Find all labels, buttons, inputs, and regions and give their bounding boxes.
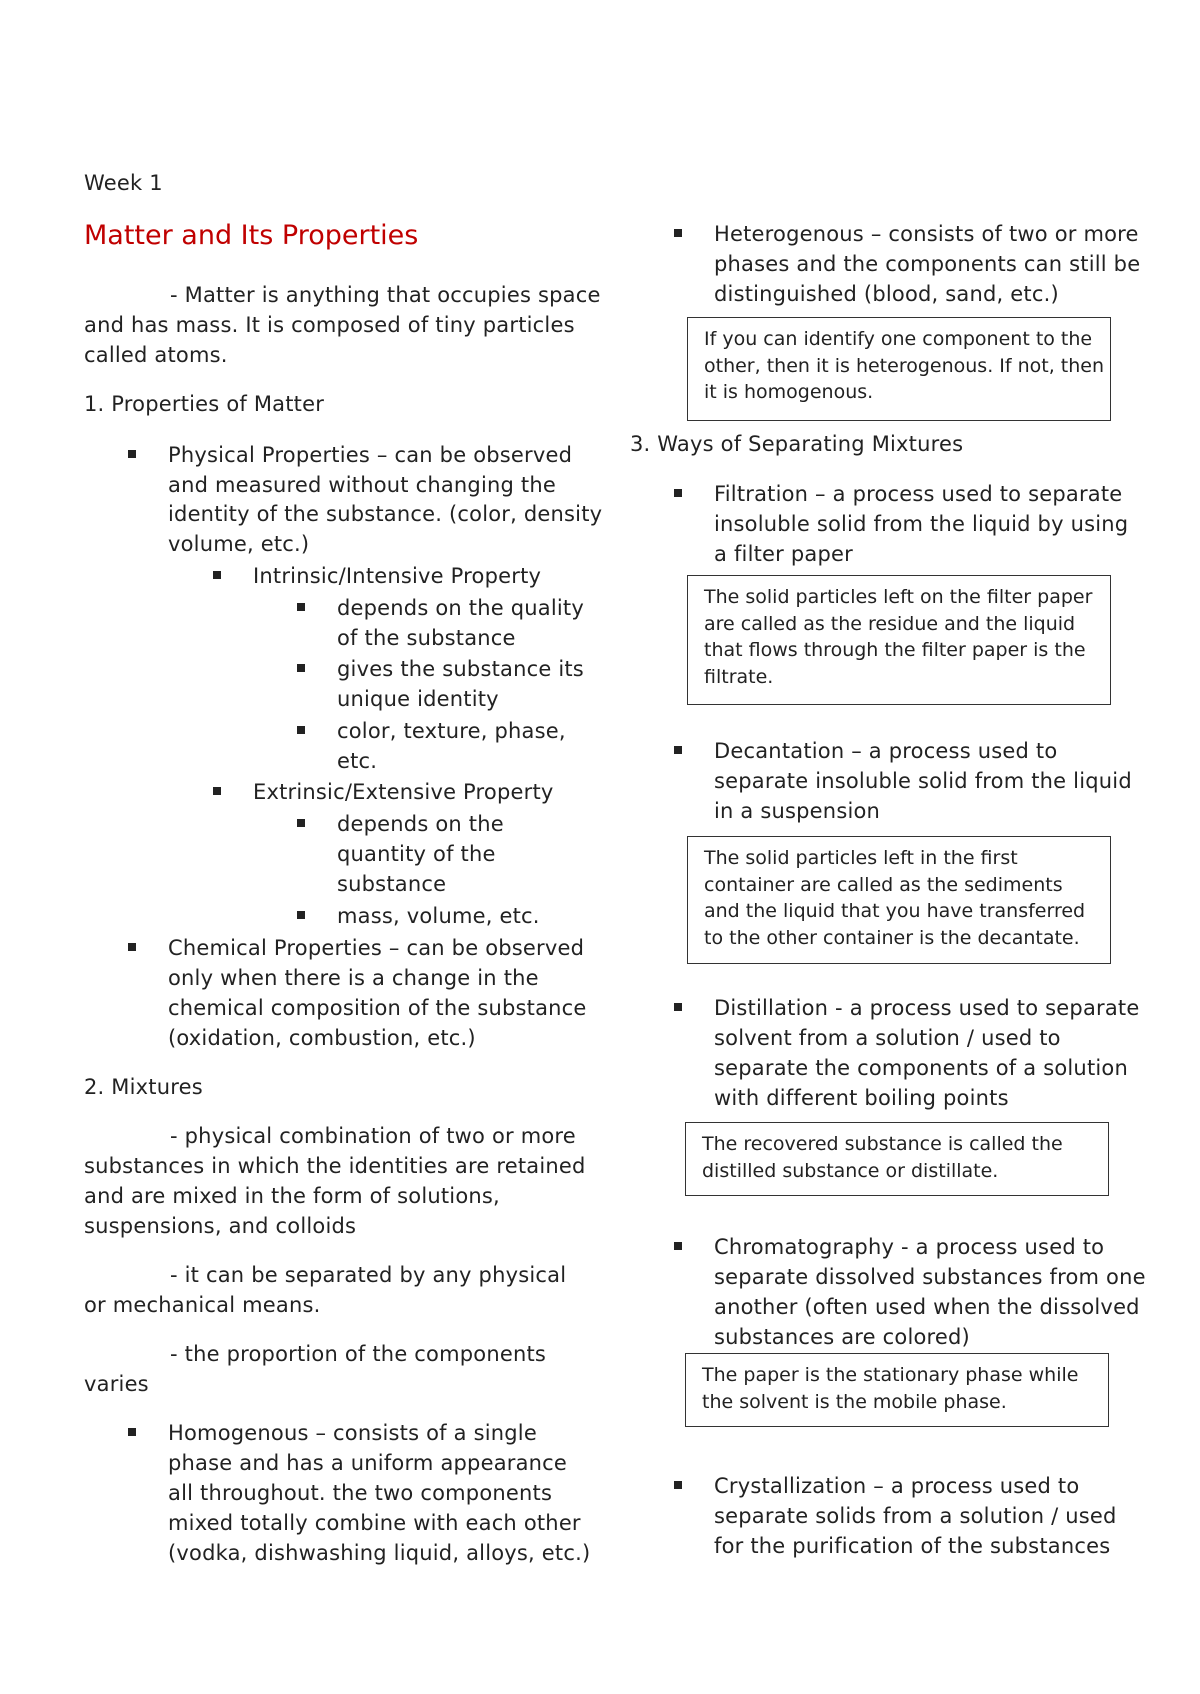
bullet (297, 603, 305, 611)
note-box-chromatography: The paper is the stationary phase while the solvent is the mobile phase. (685, 1353, 1109, 1427)
page-title: Matter and Its Properties (84, 220, 419, 251)
bullet (674, 1481, 682, 1489)
note-box-heterogenous: If you can identify one component to the other, then it is heterogenous. If not, then it is homogenous. (687, 317, 1111, 421)
bullet (128, 450, 136, 458)
bullet (297, 664, 305, 672)
week-label: Week 1 (84, 171, 163, 195)
bullet (128, 1428, 136, 1436)
bullet (213, 571, 221, 579)
note-box-decantation: The solid particles left in the first container are called as the sediments and the liquid that you have transferred to the other container is the decantate. (687, 836, 1111, 964)
bullet (297, 819, 305, 827)
bullet (128, 943, 136, 951)
section-heading-properties: 1. Properties of Matter (84, 392, 325, 416)
bullet (674, 229, 682, 237)
bullet (674, 1242, 682, 1250)
bullet (674, 489, 682, 497)
bullet (674, 746, 682, 754)
bullet (297, 911, 305, 919)
section-heading-separating: 3. Ways of Separating Mixtures (630, 432, 964, 456)
note-box-distillation: The recovered substance is called the distilled substance or distillate. (685, 1122, 1109, 1196)
note-box-filtration: The solid particles left on the filter paper are called as the residue and the liquid that flows through the filter paper is the filtrate. (687, 575, 1111, 705)
bullet (297, 726, 305, 734)
bullet (213, 787, 221, 795)
section-heading-mixtures: 2. Mixtures (84, 1075, 203, 1099)
bullet (674, 1003, 682, 1011)
document-page: Week 1 Matter and Its Properties - Matter is anything that occupies space and has mass. It is composed of tiny particles called atoms. 1. Properties of Matter Physical Properties – can be observed and measured without changing the identity of the substance. (color, density volume, etc.) Intrinsic/Intensive Property depends on the quality of the substance gives the substance its unique identity color, texture, phase, etc. Extrinsic/Extensive Property depends on the quantity of the substance mass, volume, etc. Chemical Properties – can be observed only when there is a change in the chemical composition of the substance (oxidation, combustion, etc.) 2. Mixtures - physical combination of two or more substances in which the identities are retained and are mixed in the form of solutions, suspensions, and colloids - it can be separated by any physical or mechanical means. - the proportion of the components varies Homogenous – consists of a single phase and has a uniform appearance all throughout. the two components mixed totally combine with each other (vodka, dishwashing liquid, alloys, etc.) Heterogenous – consists of two or more phases and the components can still be distinguished (blood, sand, etc.) If you can identify one component to the other, then it is heterogenous. If not, then it is homogenous. 3. Ways of Separating Mixtures Filtration – a process used to separate insoluble solid from the liquid by using a filter paper The solid particles left on the filter paper are called as the residue and the liquid that flows through the filter paper is the filtrate. Decantation – a process used to separate insoluble solid from the liquid in a suspension The solid particles left in the first container are called as the sediments and the liquid that you have transferred to the other container is the decantate. Distillation - a process used to separate solvent from a solution / used to separate the components of a solution with different boiling points The recovered substance is called the distilled substance or distillate. Chromatography - a process used to separate dissolved substances from one another (often used when the dissolved substances are colored) The paper is the stationary phase while the solvent is the mobile phase. Crystallization – a process used to separate solids from a solution / used for the purification of the substances (0, 0, 1200, 1694)
